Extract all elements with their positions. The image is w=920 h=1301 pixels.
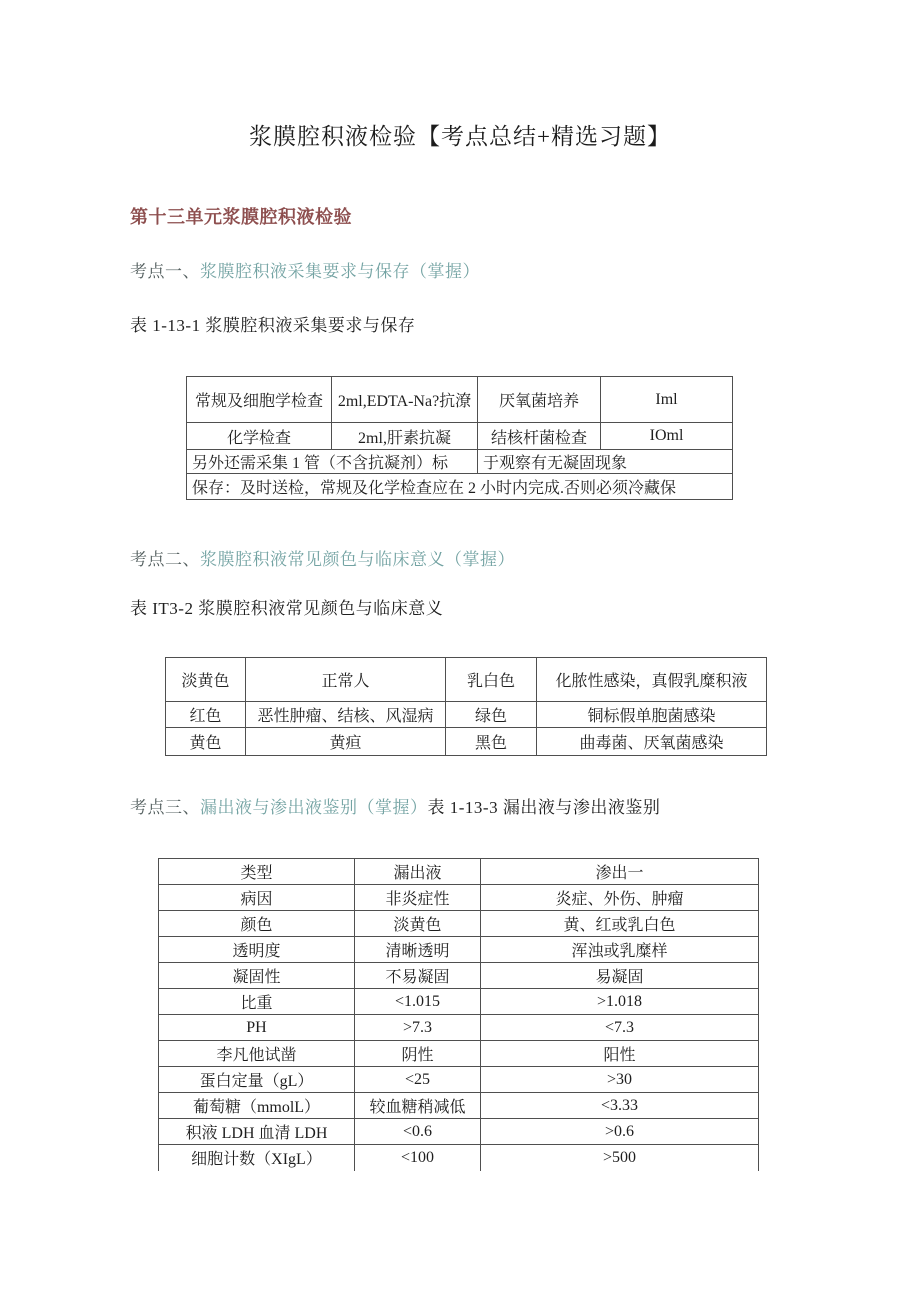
table-cell: 漏出液 — [355, 859, 481, 885]
table-cell: <0.6 — [355, 1119, 481, 1145]
table-cell: 阴性 — [355, 1041, 481, 1067]
section3-heading — [130, 793, 660, 818]
table-cell: >7.3 — [355, 1015, 481, 1041]
table-cell: 黑色 — [446, 728, 537, 756]
table-cell: 比重 — [159, 989, 355, 1015]
section2-heading-prefix: 考点二、 — [130, 550, 200, 569]
section3-heading-main: 漏出液与渗出液鉴别（掌握） — [200, 798, 428, 817]
section1-heading-main: 浆膜腔积液采集要求与保存（掌握） — [200, 262, 480, 281]
table-cell: 病因 — [159, 885, 355, 911]
table-cell: >500 — [481, 1145, 759, 1171]
table-cell: 淡黄色 — [166, 658, 246, 702]
table-cell: PH — [159, 1015, 355, 1041]
table-cell: 正常人 — [246, 658, 446, 702]
table-cell: >0.6 — [481, 1119, 759, 1145]
section3-heading-prefix: 考点三、 — [130, 798, 200, 817]
table-cell: <7.3 — [481, 1015, 759, 1041]
table2-caption: 表 IT3-2 浆膜腔积液常见颜色与临床意义 — [130, 599, 444, 618]
table1-caption: 表 1-13-1 浆膜腔积液采集要求与保存 — [130, 316, 416, 335]
table-cell: 非炎症性 — [355, 885, 481, 911]
table-cell: 浑浊或乳糜样 — [481, 937, 759, 963]
table-cell: <25 — [355, 1067, 481, 1093]
transudate-exudate-table — [158, 858, 759, 1171]
document-title: 浆膜腔积液检验【考点总结+精选习题】 — [249, 124, 671, 149]
effusion-color-table — [165, 657, 767, 756]
table-cell: 2ml,EDTA-Na?抗潦 — [332, 377, 478, 423]
table-cell: 常规及细胞学检查 — [187, 377, 332, 423]
table-cell: 凝固性 — [159, 963, 355, 989]
table-cell: 透明度 — [159, 937, 355, 963]
table3-caption: 表 1-13-3 漏出液与渗出液鉴别 — [427, 798, 661, 817]
table-cell: 铜标假单胞菌感染 — [537, 702, 767, 728]
table-cell: 化脓性感染，真假乳糜积液 — [537, 658, 767, 702]
table-cell: 类型 — [159, 859, 355, 885]
table-cell: IOml — [601, 423, 733, 450]
table-cell: 于观察有无凝固现象 — [478, 450, 733, 474]
table-cell: <1.015 — [355, 989, 481, 1015]
table-cell: 渗出一 — [481, 859, 759, 885]
table-cell: 葡萄糖（mmolL） — [159, 1093, 355, 1119]
section1-heading-prefix: 考点一、 — [130, 262, 200, 281]
table-cell: 不易凝固 — [355, 963, 481, 989]
table-cell: 黄、红或乳白色 — [481, 911, 759, 937]
table-cell: <3.33 — [481, 1093, 759, 1119]
table-cell: 颜色 — [159, 911, 355, 937]
table-cell: 保存：及时送检，常规及化学检查应在 2 小时内完成.否则必须冷藏保 — [187, 474, 733, 500]
table-cell: 蛋白定量（gL） — [159, 1067, 355, 1093]
table-cell: 厌氧菌培养 — [478, 377, 601, 423]
table-cell: >30 — [481, 1067, 759, 1093]
table-cell: 绿色 — [446, 702, 537, 728]
table-cell: 积液 LDH 血清 LDH — [159, 1119, 355, 1145]
table-cell: 较血糖稍减低 — [355, 1093, 481, 1119]
table-cell: >1.018 — [481, 989, 759, 1015]
table-cell: 清晰透明 — [355, 937, 481, 963]
table-cell: 阳性 — [481, 1041, 759, 1067]
table-cell: 李凡他试凿 — [159, 1041, 355, 1067]
table-cell: 化学检查 — [187, 423, 332, 450]
unit-heading: 第十三单元浆膜腔积液检验 — [130, 207, 352, 227]
table-cell: 曲毒菌、厌氧菌感染 — [537, 728, 767, 756]
section1-heading — [130, 257, 480, 282]
table-cell: 淡黄色 — [355, 911, 481, 937]
table-cell: 红色 — [166, 702, 246, 728]
section2-heading-main: 浆膜腔积液常见颜色与临床意义（掌握） — [200, 550, 515, 569]
table-cell: 细胞计数（XIgL） — [159, 1145, 355, 1171]
table-cell: 恶性肿瘤、结核、风湿病 — [246, 702, 446, 728]
table-cell: 另外还需采集 1 管（不含抗凝剂）标 — [187, 450, 478, 474]
table-cell: 易凝固 — [481, 963, 759, 989]
table-cell: 结核杆菌检查 — [478, 423, 601, 450]
table-cell: 2ml,肝素抗凝 — [332, 423, 478, 450]
table-cell: Iml — [601, 377, 733, 423]
table-cell: 炎症、外伤、肿瘤 — [481, 885, 759, 911]
table-cell: 黄疸 — [246, 728, 446, 756]
section2-heading — [130, 545, 515, 570]
table-cell: <100 — [355, 1145, 481, 1171]
table-cell: 黄色 — [166, 728, 246, 756]
table-cell: 乳白色 — [446, 658, 537, 702]
specimen-collection-table — [186, 376, 733, 500]
